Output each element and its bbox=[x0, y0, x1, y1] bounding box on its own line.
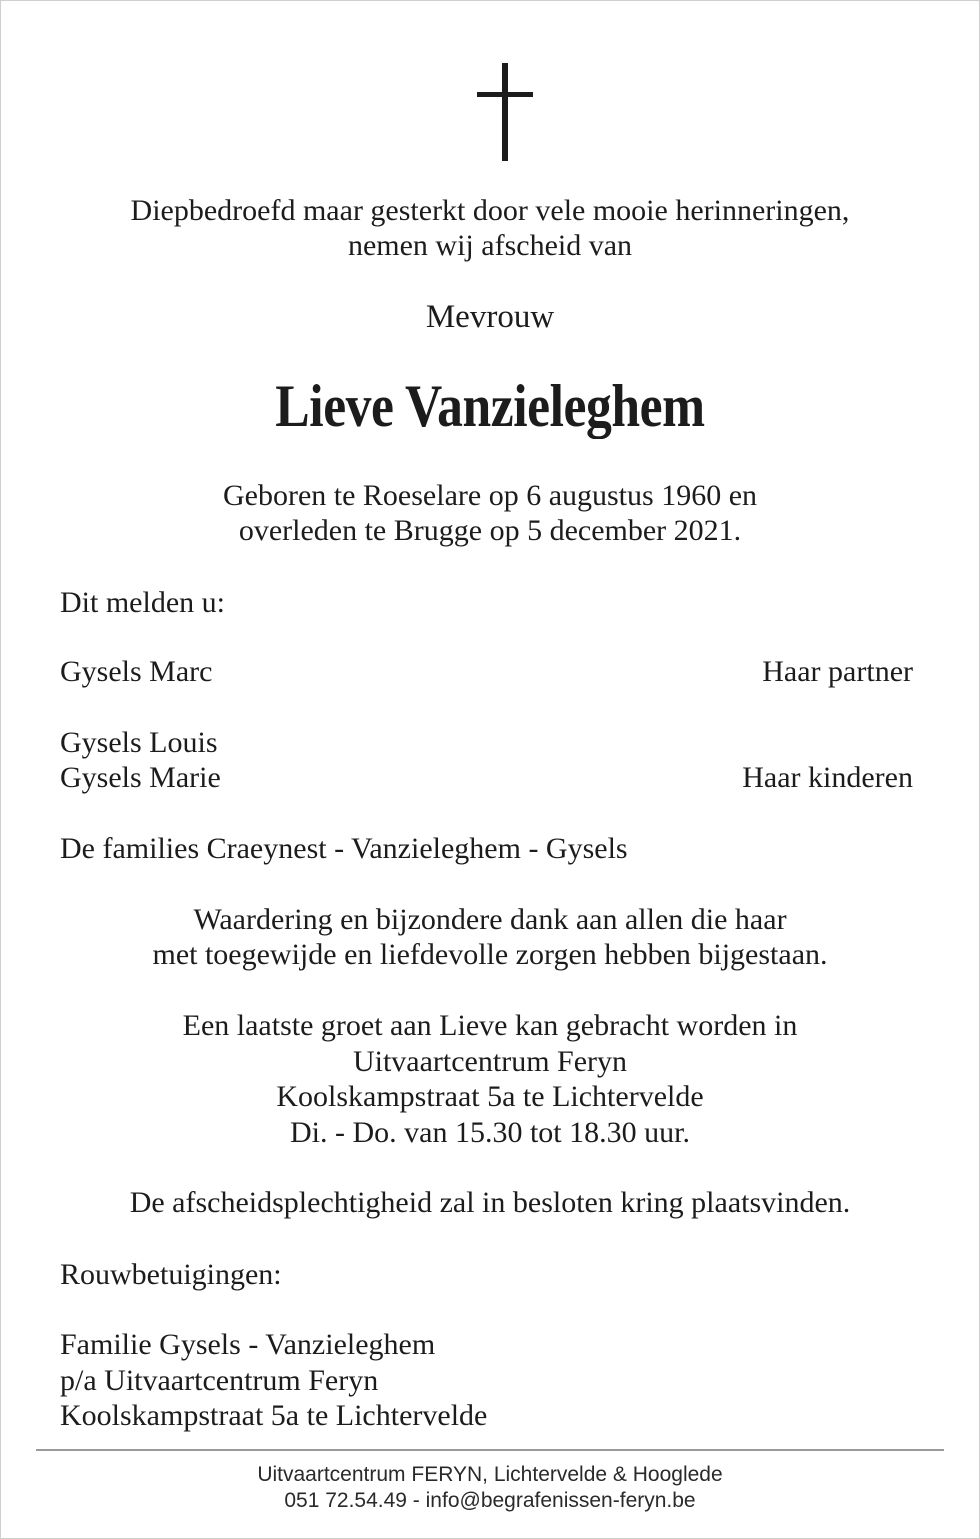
cross-icon bbox=[477, 63, 533, 161]
death-line: overleden te Brugge op 5 december 2021. bbox=[238, 514, 742, 547]
visitation-line-2: Uitvaartcentrum Feryn bbox=[352, 1045, 628, 1078]
footer-divider bbox=[36, 1449, 944, 1451]
condolences-line-1: Familie Gysels - Vanzieleghem bbox=[60, 1328, 436, 1361]
ceremony-line: De afscheidsplechtigheid zal in besloten kring plaatsvinden. bbox=[129, 1186, 851, 1219]
mourner-relation-3: Haar kinderen bbox=[742, 761, 913, 794]
mourner-relation-1: Haar partner bbox=[762, 655, 913, 688]
condolences-line-2: p/a Uitvaartcentrum Feryn bbox=[60, 1364, 379, 1397]
families-line: De families Craeynest - Vanzieleghem - Gysels bbox=[60, 832, 628, 865]
intro-line-1: Diepbedroefd maar gesterkt door vele mooie herinneringen, bbox=[130, 194, 850, 227]
deceased-name: Lieve Vanzieleghem bbox=[275, 373, 705, 439]
gratitude-line-2: met toegewijde en liefdevolle zorgen hebben bijgestaan. bbox=[152, 938, 828, 971]
announced-by: Dit melden u: bbox=[60, 586, 225, 619]
visitation-line-1: Een laatste groet aan Lieve kan gebracht worden in bbox=[182, 1009, 798, 1042]
footer-line-1: Uitvaartcentrum FERYN, Lichtervelde & Hooglede bbox=[257, 1463, 723, 1486]
intro-line-2: nemen wij afscheid van bbox=[347, 229, 633, 262]
gratitude-line-1: Waardering en bijzondere dank aan allen die haar bbox=[193, 903, 787, 936]
birth-line: Geboren te Roeselare op 6 augustus 1960 en bbox=[222, 479, 758, 512]
mourner-name-1: Gysels Marc bbox=[60, 655, 213, 688]
title-prefix: Mevrouw bbox=[425, 299, 555, 335]
visitation-line-3: Koolskampstraat 5a te Lichtervelde bbox=[276, 1080, 704, 1113]
footer-line-2: 051 72.54.49 - info@begrafenissen-feryn.be bbox=[284, 1489, 696, 1512]
mourner-name-2: Gysels Louis bbox=[60, 726, 218, 759]
mourner-name-3: Gysels Marie bbox=[60, 761, 221, 794]
visitation-line-4: Di. - Do. van 15.30 tot 18.30 uur. bbox=[290, 1116, 690, 1149]
condolences-heading: Rouwbetuigingen: bbox=[60, 1258, 282, 1291]
condolences-line-3: Koolskampstraat 5a te Lichtervelde bbox=[60, 1399, 488, 1432]
